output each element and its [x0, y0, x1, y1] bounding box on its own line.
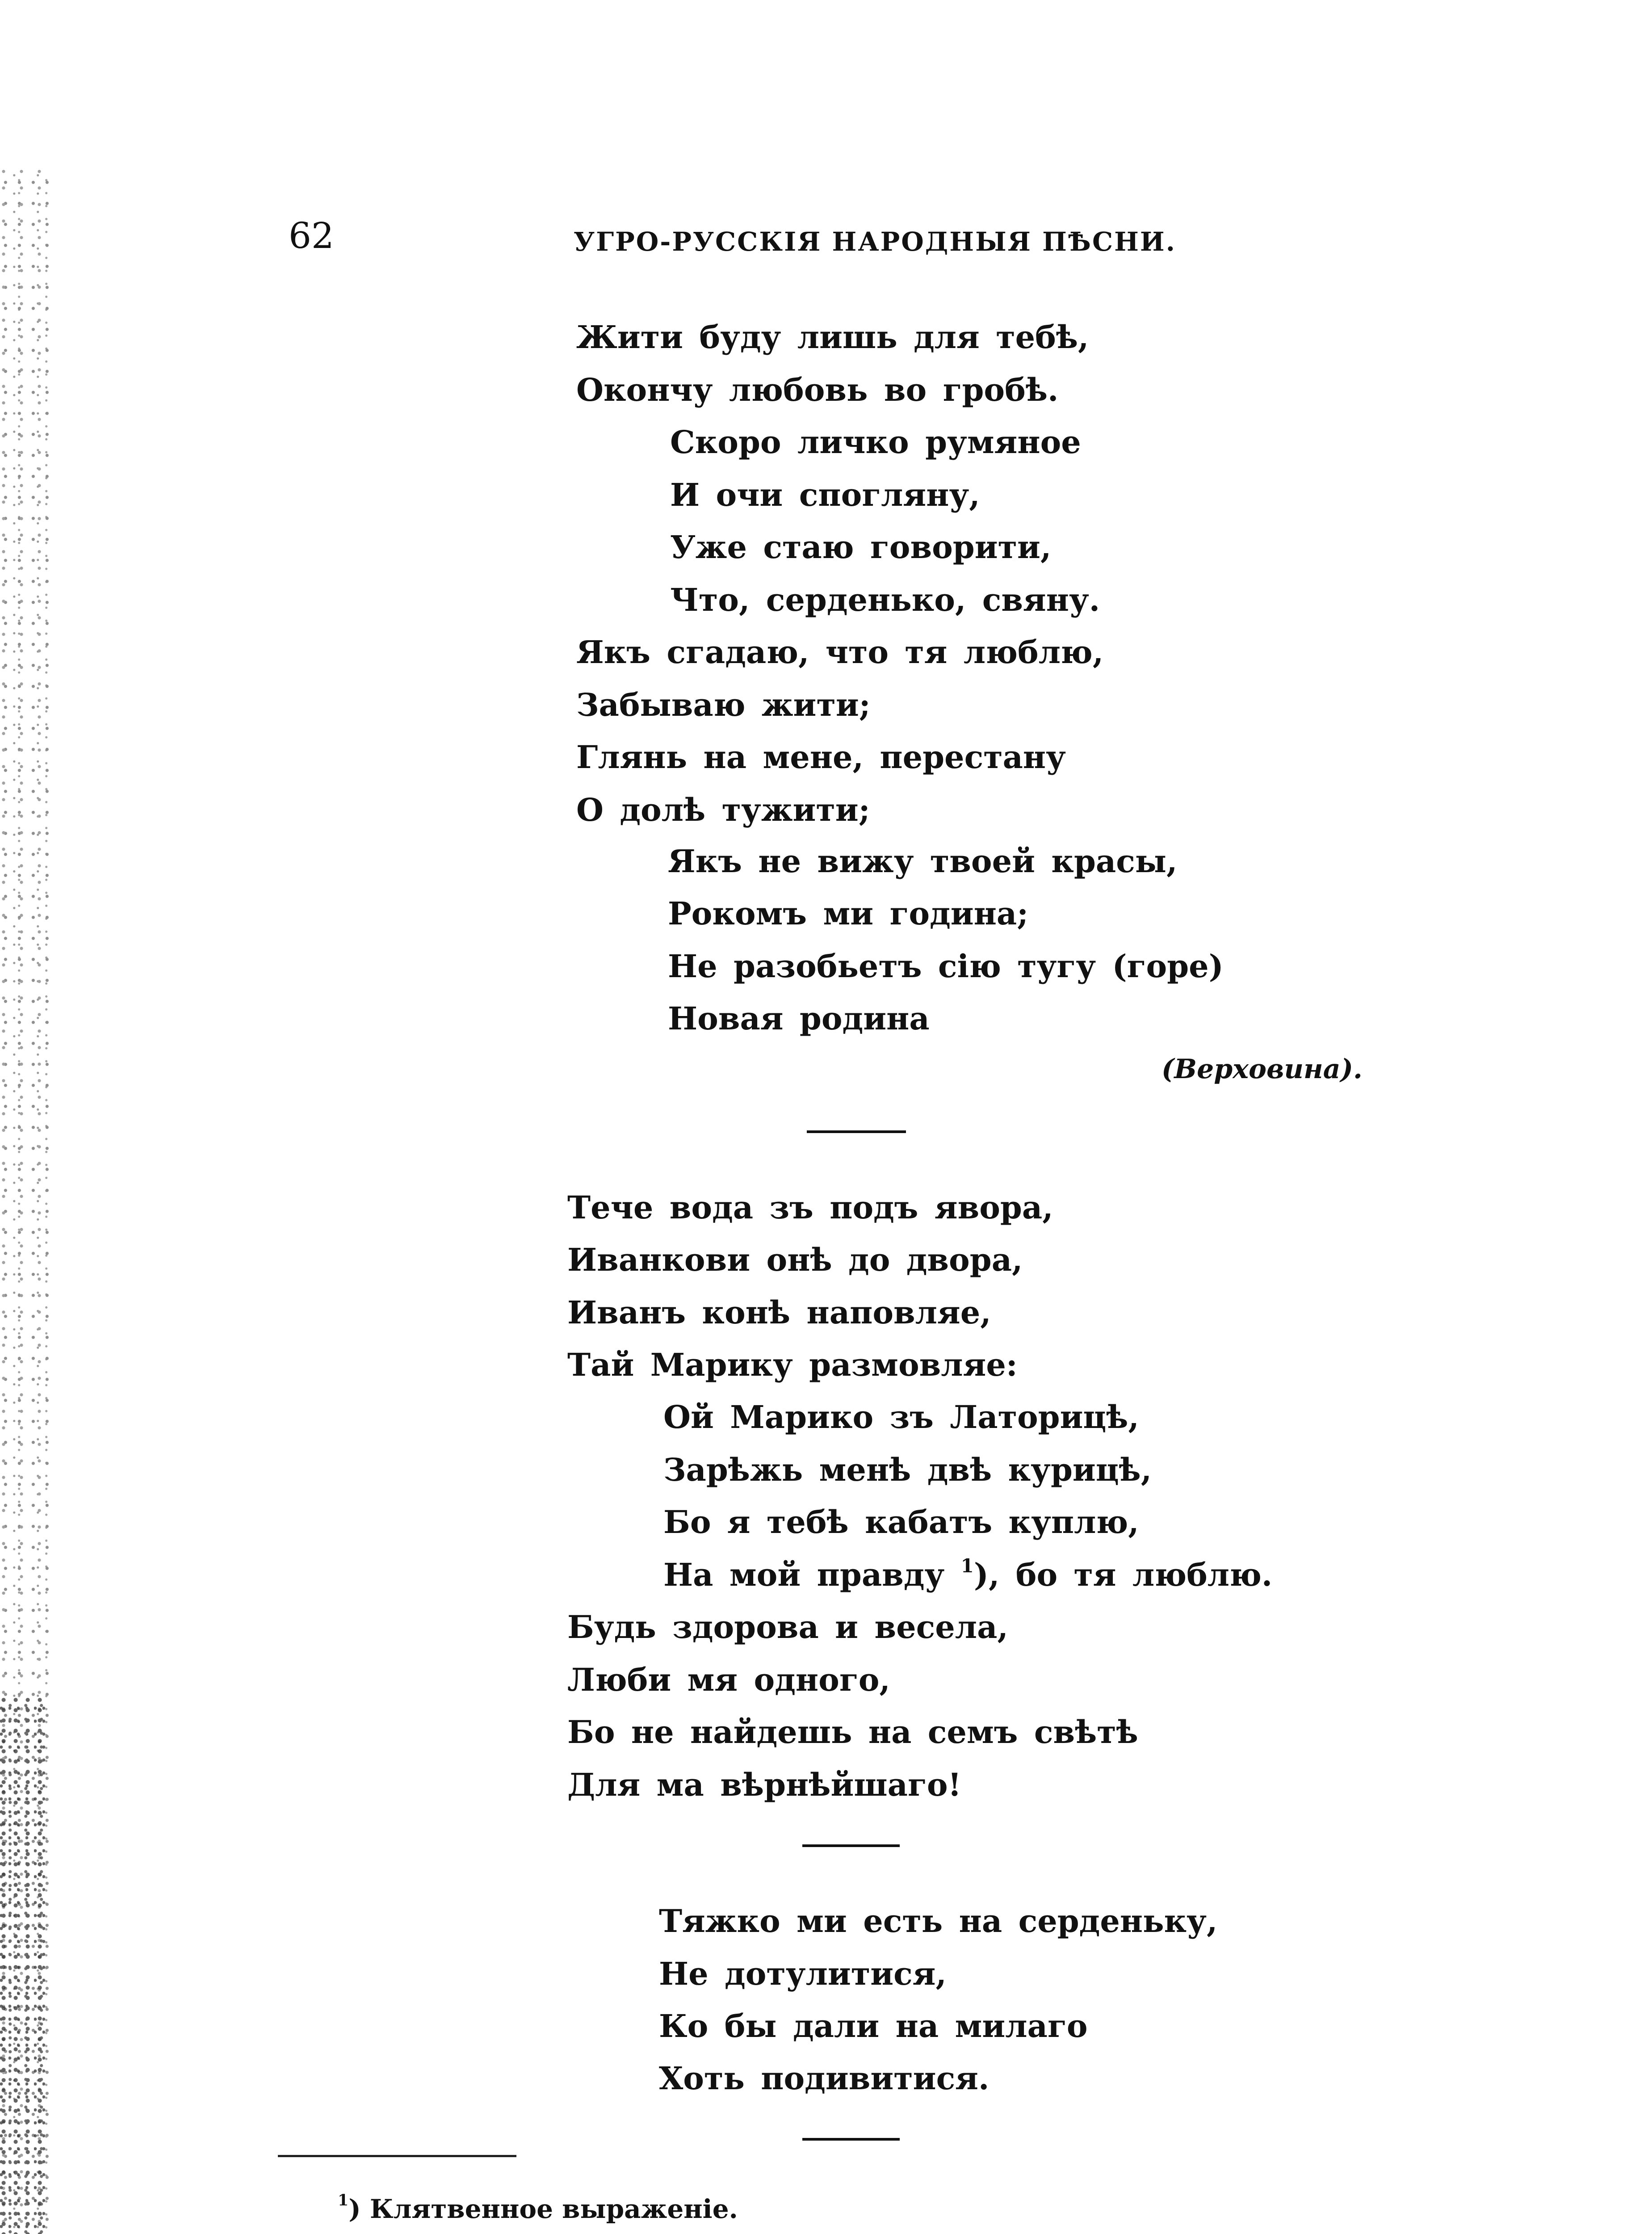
section-divider — [807, 1130, 906, 1133]
poem-line: Что, серденько, свяну. — [670, 581, 1100, 618]
running-head: УГРО-РУССКІЯ НАРОДНЫЯ ПѢСНИ. — [574, 227, 1176, 257]
footnote-marker: 1 — [338, 2191, 349, 2209]
footnote-text: ) Клятвенное выраженіе. — [348, 2194, 738, 2224]
poem-line-text: На мой правду — [663, 1556, 945, 1593]
page-number: 62 — [289, 215, 334, 256]
poem-line: Тече вода зъ подъ явора, — [567, 1189, 1053, 1226]
footnote — [338, 2191, 738, 2224]
poem-line: Окончу любовь во гробѣ. — [576, 371, 1059, 408]
scan-edge-noise-lower — [0, 1698, 49, 2234]
section-divider — [802, 1844, 900, 1847]
poem-line: Якъ не вижу твоей красы, — [668, 843, 1178, 880]
poem-line: Забываю жити; — [576, 686, 871, 723]
poem-line-with-footnote — [663, 1555, 1273, 1593]
poem-line: Бо не найдешь на семъ свѣтѣ — [567, 1713, 1138, 1751]
poem-1-attribution: (Верховина). — [1161, 1054, 1363, 1085]
poem-line: Тай Марику размовляе: — [567, 1346, 1018, 1383]
poem-line: Иванъ конѣ наповляе, — [567, 1294, 991, 1331]
section-divider — [802, 2138, 900, 2141]
poem-line: Скоро личко румяное — [670, 424, 1081, 461]
poem-line: Хоть подивитися. — [659, 2060, 990, 2097]
poem-line: Якъ сгадаю, что тя люблю, — [576, 634, 1104, 671]
poem-line: О долѣ тужити; — [576, 791, 870, 828]
poem-line: Рокомъ ми година; — [668, 895, 1029, 932]
poem-line: Тяжко ми есть на серденьку, — [659, 1902, 1218, 1940]
poem-line: Новая родина — [668, 1000, 930, 1037]
poem-line: Не дотулитися, — [659, 1955, 947, 1992]
poem-line: Будь здорова и весела, — [567, 1608, 1008, 1646]
poem-line: Люби мя одного, — [567, 1661, 890, 1698]
footnote-separator — [278, 2155, 516, 2157]
poem-line: Иванкови онѣ до двора, — [567, 1241, 1023, 1278]
poem-line: Не разобьетъ сію тугу (горе) — [668, 948, 1224, 985]
poem-line: Для ма вѣрнѣйшаго! — [567, 1766, 962, 1803]
poem-line: Ой Марико зъ Латорицѣ, — [663, 1398, 1139, 1436]
poem-line-tail: ), бо тя люблю. — [973, 1556, 1273, 1593]
poem-line: Ко бы дали на милаго — [659, 2007, 1088, 2045]
footnote-marker: 1 — [960, 1555, 974, 1577]
poem-line: Жити буду лишь для тебѣ, — [576, 319, 1089, 356]
poem-line: Зарѣжь менѣ двѣ курицѣ, — [663, 1451, 1152, 1488]
poem-line: Бо я тебѣ кабатъ куплю, — [663, 1503, 1139, 1541]
poem-line: Глянь на мене, перестану — [576, 739, 1066, 776]
poem-line: И очи спогляну, — [670, 476, 980, 513]
poem-line: Уже стаю говорити, — [670, 529, 1052, 566]
